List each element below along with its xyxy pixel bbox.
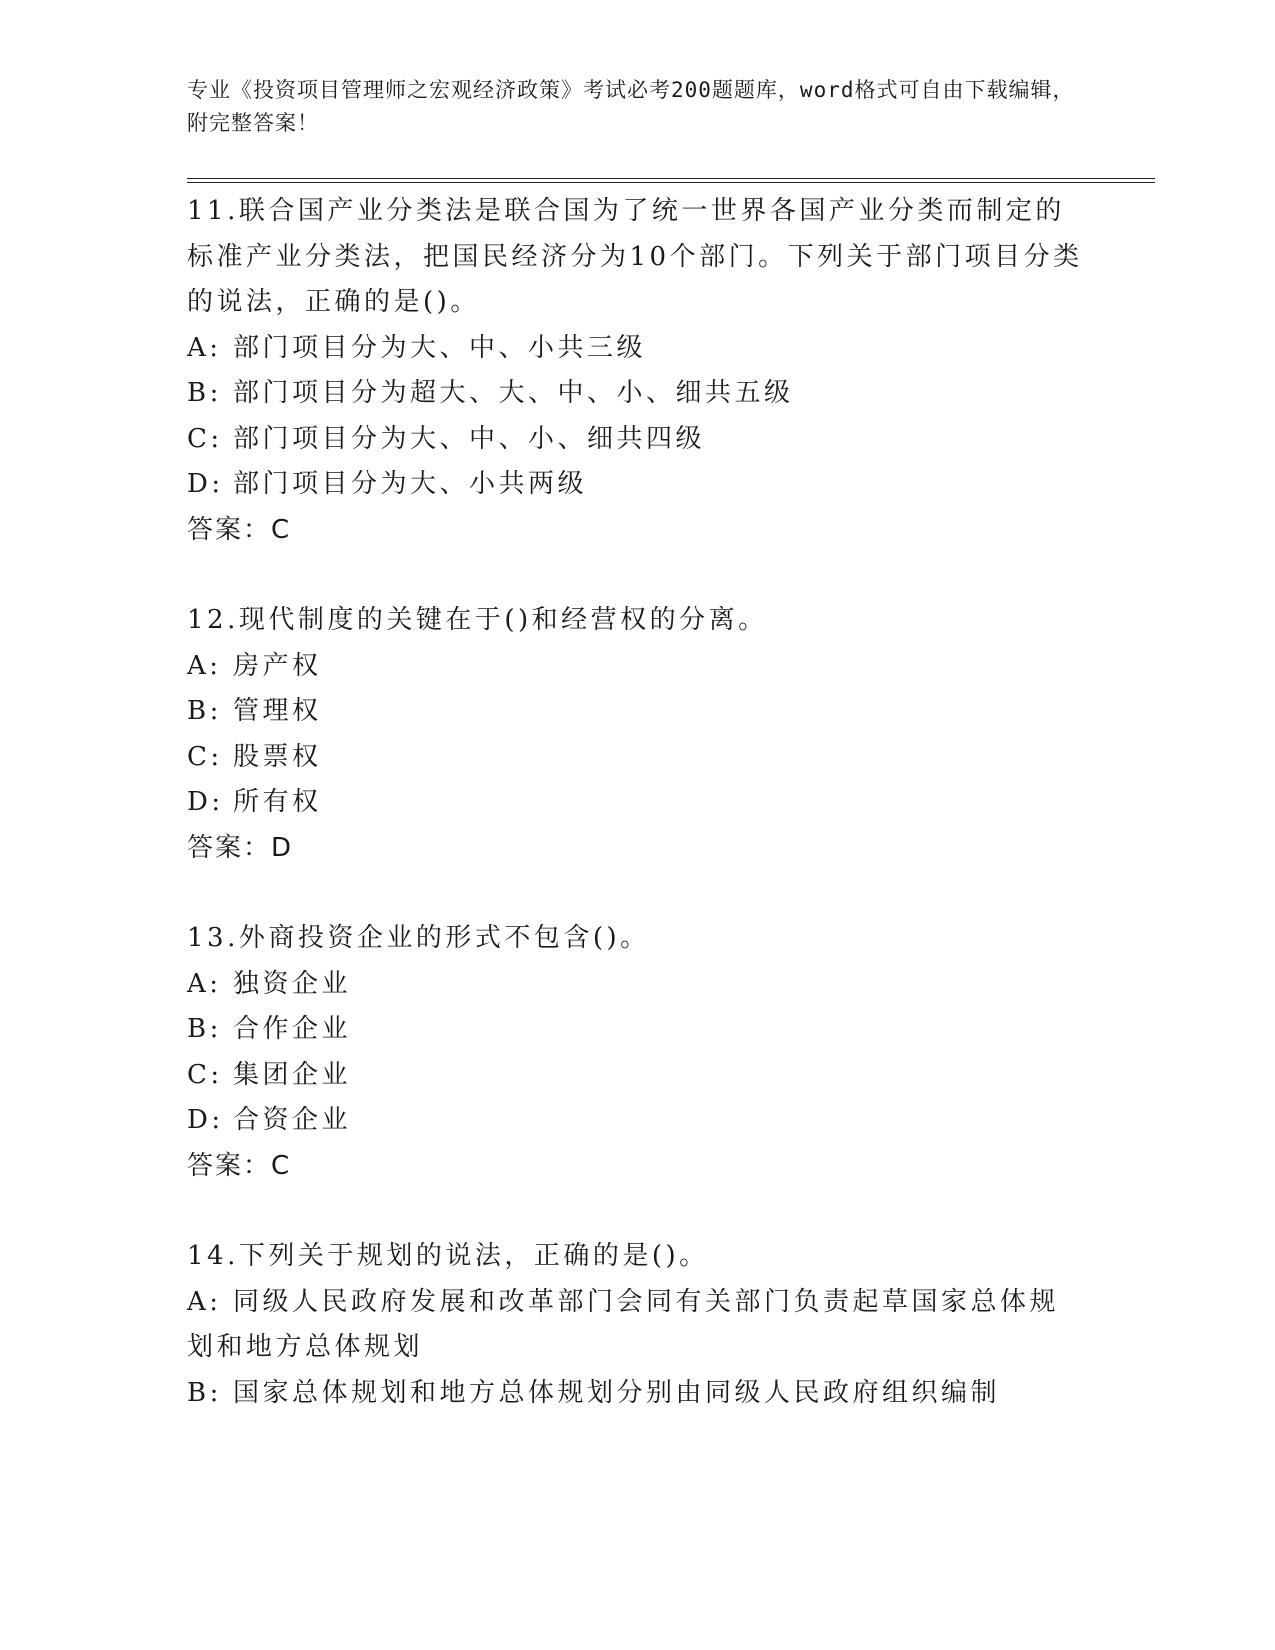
question-11 bbox=[187, 189, 1087, 553]
option-key: C: bbox=[187, 423, 223, 454]
option-text: 所有权 bbox=[233, 787, 322, 817]
option-b bbox=[187, 689, 1087, 735]
option-c bbox=[187, 735, 1087, 781]
option-text: 部门项目分为大、中、小共三级 bbox=[233, 332, 647, 363]
answer-line: 答案：C bbox=[187, 1150, 292, 1181]
option-d bbox=[187, 780, 1087, 826]
question-list bbox=[187, 189, 1087, 1461]
option-key: C: bbox=[187, 1059, 223, 1090]
option-text: 合作企业 bbox=[233, 1014, 352, 1044]
option-key: A: bbox=[187, 1286, 222, 1317]
question-13 bbox=[187, 916, 1087, 1189]
question-12 bbox=[187, 598, 1087, 871]
option-b bbox=[187, 1371, 1087, 1417]
option-d bbox=[187, 462, 1087, 508]
option-a bbox=[187, 326, 1087, 372]
option-key: B: bbox=[187, 378, 222, 408]
option-a bbox=[187, 644, 1087, 690]
option-a bbox=[187, 962, 1087, 1008]
option-text: 同级人民政府发展和改革部门会同有关部门负责起草国家总体规划和地方总体规划 bbox=[187, 1286, 1060, 1362]
option-key: B: bbox=[187, 1014, 222, 1044]
option-b bbox=[187, 1007, 1087, 1053]
option-key: B: bbox=[187, 1377, 222, 1408]
option-key: D: bbox=[187, 1105, 224, 1135]
option-key: D: bbox=[187, 787, 224, 817]
option-key: A: bbox=[187, 650, 222, 681]
option-key: D: bbox=[187, 469, 224, 499]
option-key: C: bbox=[187, 741, 223, 772]
option-text: 部门项目分为超大、大、中、小、细共五级 bbox=[233, 378, 794, 408]
option-text: 股票权 bbox=[233, 741, 322, 772]
document-header: 专业《投资项目管理师之宏观经济政策》考试必考200题题库，word格式可自由下载编辑，附完整答案！ bbox=[187, 78, 1075, 135]
option-text: 部门项目分为大、中、小、细共四级 bbox=[233, 423, 706, 454]
question-stem: 13.外商投资企业的形式不包含()。 bbox=[187, 923, 650, 953]
option-text: 国家总体规划和地方总体规划分别由同级人民政府组织编制 bbox=[233, 1377, 1001, 1408]
option-text: 管理权 bbox=[233, 696, 322, 726]
option-text: 合资企业 bbox=[233, 1105, 352, 1135]
option-b bbox=[187, 371, 1087, 417]
option-key: A: bbox=[187, 332, 222, 363]
header-double-rule bbox=[187, 178, 1155, 183]
question-stem: 14.下列关于规划的说法，正确的是()。 bbox=[187, 1241, 709, 1271]
answer-line: 答案：C bbox=[187, 514, 292, 545]
option-a bbox=[187, 1280, 1087, 1371]
answer-line: 答案：D bbox=[187, 832, 294, 863]
option-d bbox=[187, 1098, 1087, 1144]
option-text: 部门项目分为大、小共两级 bbox=[233, 469, 588, 499]
option-text: 集团企业 bbox=[233, 1059, 352, 1090]
option-key: A: bbox=[187, 968, 222, 999]
question-stem: 11.联合国产业分类法是联合国为了统一世界各国产业分类而制定的标准产业分类法，把国民经济分为10个部门。下列关于部门项目分类的说法，正确的是()。 bbox=[187, 196, 1083, 317]
option-key: B: bbox=[187, 696, 222, 726]
option-text: 独资企业 bbox=[233, 968, 352, 999]
option-c bbox=[187, 1053, 1087, 1099]
option-c bbox=[187, 417, 1087, 463]
question-stem: 12.现代制度的关键在于()和经营权的分离。 bbox=[187, 605, 768, 635]
option-text: 房产权 bbox=[233, 650, 322, 681]
question-14 bbox=[187, 1234, 1087, 1416]
